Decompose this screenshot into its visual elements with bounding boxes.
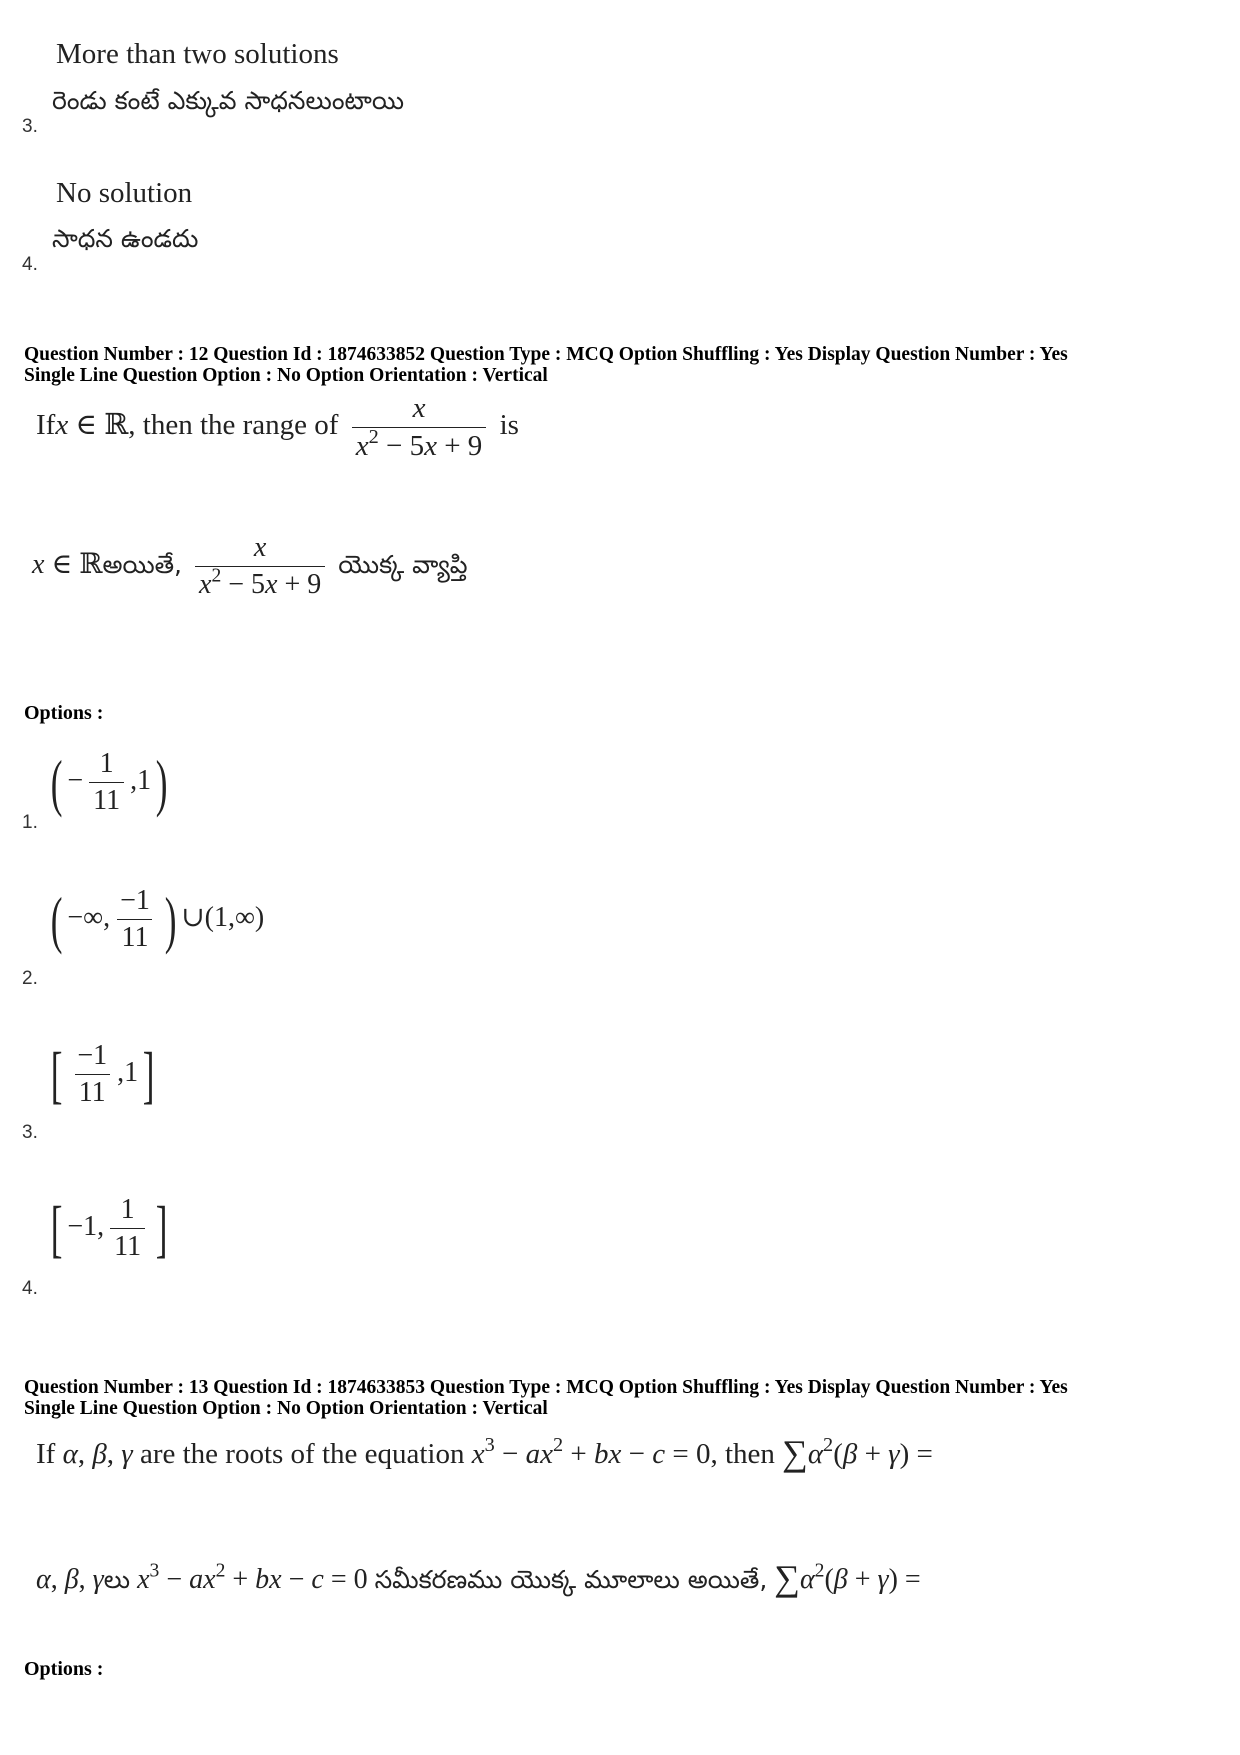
q13-stem-english: If α, β, γ are the roots of the equation $x^3 - ax^2$ + bx − c = 0, then $\sum\alpha^2(\beta + \gamma)$ = xyxy=(36,1433,933,1473)
fraction-denominator: $x^2 - 5x + 9$ xyxy=(352,427,487,463)
q13-options-label: Options : xyxy=(24,1658,104,1680)
q13-stem-then: , then xyxy=(710,1438,775,1470)
q13-equation-te: $x^3 - ax^2$ + bx − c = 0 xyxy=(137,1560,368,1595)
q12-stem-te-after: అయితే, xyxy=(102,549,182,579)
q12-stem-mid: , then the range of xyxy=(128,409,339,442)
option-3-telugu: రెండు కంటే ఎక్కువ సాధనలుంటాయి xyxy=(52,86,404,115)
q12-stem-te-suffix: యొక్క వ్యాప్తి xyxy=(338,549,468,579)
q13-meta-line1: Question Number : 13 Question Id : 1874633853 Question Type : MCQ Option Shuffling : Yes Display Question Number : Yes xyxy=(24,1377,1068,1398)
q12-option-3-number[interactable]: 3. xyxy=(22,1122,38,1143)
q12-option-3-content[interactable]: [ $\frac{-1}{11}$ ,1] xyxy=(50,1038,155,1110)
q12-stem-suffix: is xyxy=(499,409,519,442)
q12-option-1-number[interactable]: 1. xyxy=(22,812,38,833)
option-4-telugu: సాధన ఉండదు xyxy=(52,224,199,253)
q13-stem-te-mid: సమీకరణము యొక్క మూలాలు అయితే, xyxy=(374,1565,768,1594)
q13-stem-mid: are the roots of the equation xyxy=(139,1438,465,1470)
option-4-english: No solution xyxy=(56,177,193,209)
fraction-denominator: $x^2 - 5x + 9$ xyxy=(195,566,325,601)
q12-stem-telugu: x ∈ ℝఅయితే, $\frac{x}{x^2 - 5x + 9}$ యొక్క వ్యాప్తి xyxy=(32,532,468,600)
option-3-number[interactable]: 3. xyxy=(22,116,38,137)
option-3-english: More than two solutions xyxy=(56,38,339,70)
q12-option-4-content[interactable]: [ −1, $\frac{1}{11}$ ] xyxy=(50,1192,168,1264)
math-x: x xyxy=(55,409,69,442)
q13-meta-line2: Single Line Question Option : No Option Orientation : Vertical xyxy=(24,1398,548,1419)
q13-stem-telugu: α, β, γలు $x^3 - ax^2$ + bx − c = 0 సమీకరణము యొక్క మూలాలు అయితే, $\sum\alpha^2(\beta + \gamma)$ = xyxy=(36,1558,921,1598)
q13-stem-te-lu: లు xyxy=(103,1565,131,1594)
q12-fraction xyxy=(352,392,487,463)
fraction-numerator: x xyxy=(253,532,267,563)
q13-stem-prefix: If xyxy=(36,1438,56,1470)
option-4-number[interactable]: 4. xyxy=(22,254,38,275)
q12-stem-english: Ifx ∈ ℝ, then the range of $\frac{x}{x^2 - 5x + 9}$ is xyxy=(36,392,519,462)
math-x: x xyxy=(32,548,45,580)
q12-option-1-content[interactable]: ( − $\frac{1}{11}$ ,1) xyxy=(50,746,168,818)
q12-option-2-number[interactable]: 2. xyxy=(22,968,38,989)
q12-option-4-number[interactable]: 4. xyxy=(22,1278,38,1299)
q13-equation: $x^3 - ax^2$ + bx − c = 0 xyxy=(471,1433,711,1470)
fraction-numerator: x xyxy=(412,392,426,424)
q13-meta xyxy=(24,1377,1068,1419)
q13-sum-expression-te: $\sum\alpha^2(\beta + \gamma)$ = xyxy=(774,1558,921,1598)
q12-options-label: Options : xyxy=(24,702,104,724)
q12-option-2-content[interactable]: ( −∞, $\frac{-1}{11}$ ) ∪(1,∞) xyxy=(50,883,265,955)
q12-meta-line1: Question Number : 12 Question Id : 1874633852 Question Type : MCQ Option Shuffling : Yes Display Question Number : Yes xyxy=(24,344,1068,365)
q12-stem-prefix: If xyxy=(36,409,56,442)
q13-sum-expression: $\sum\alpha^2(\beta + \gamma)$ = xyxy=(782,1433,933,1473)
q12-meta-line2: Single Line Question Option : No Option Orientation : Vertical xyxy=(24,365,548,386)
q12-meta xyxy=(24,344,1068,386)
q12-fraction-te xyxy=(195,532,325,601)
